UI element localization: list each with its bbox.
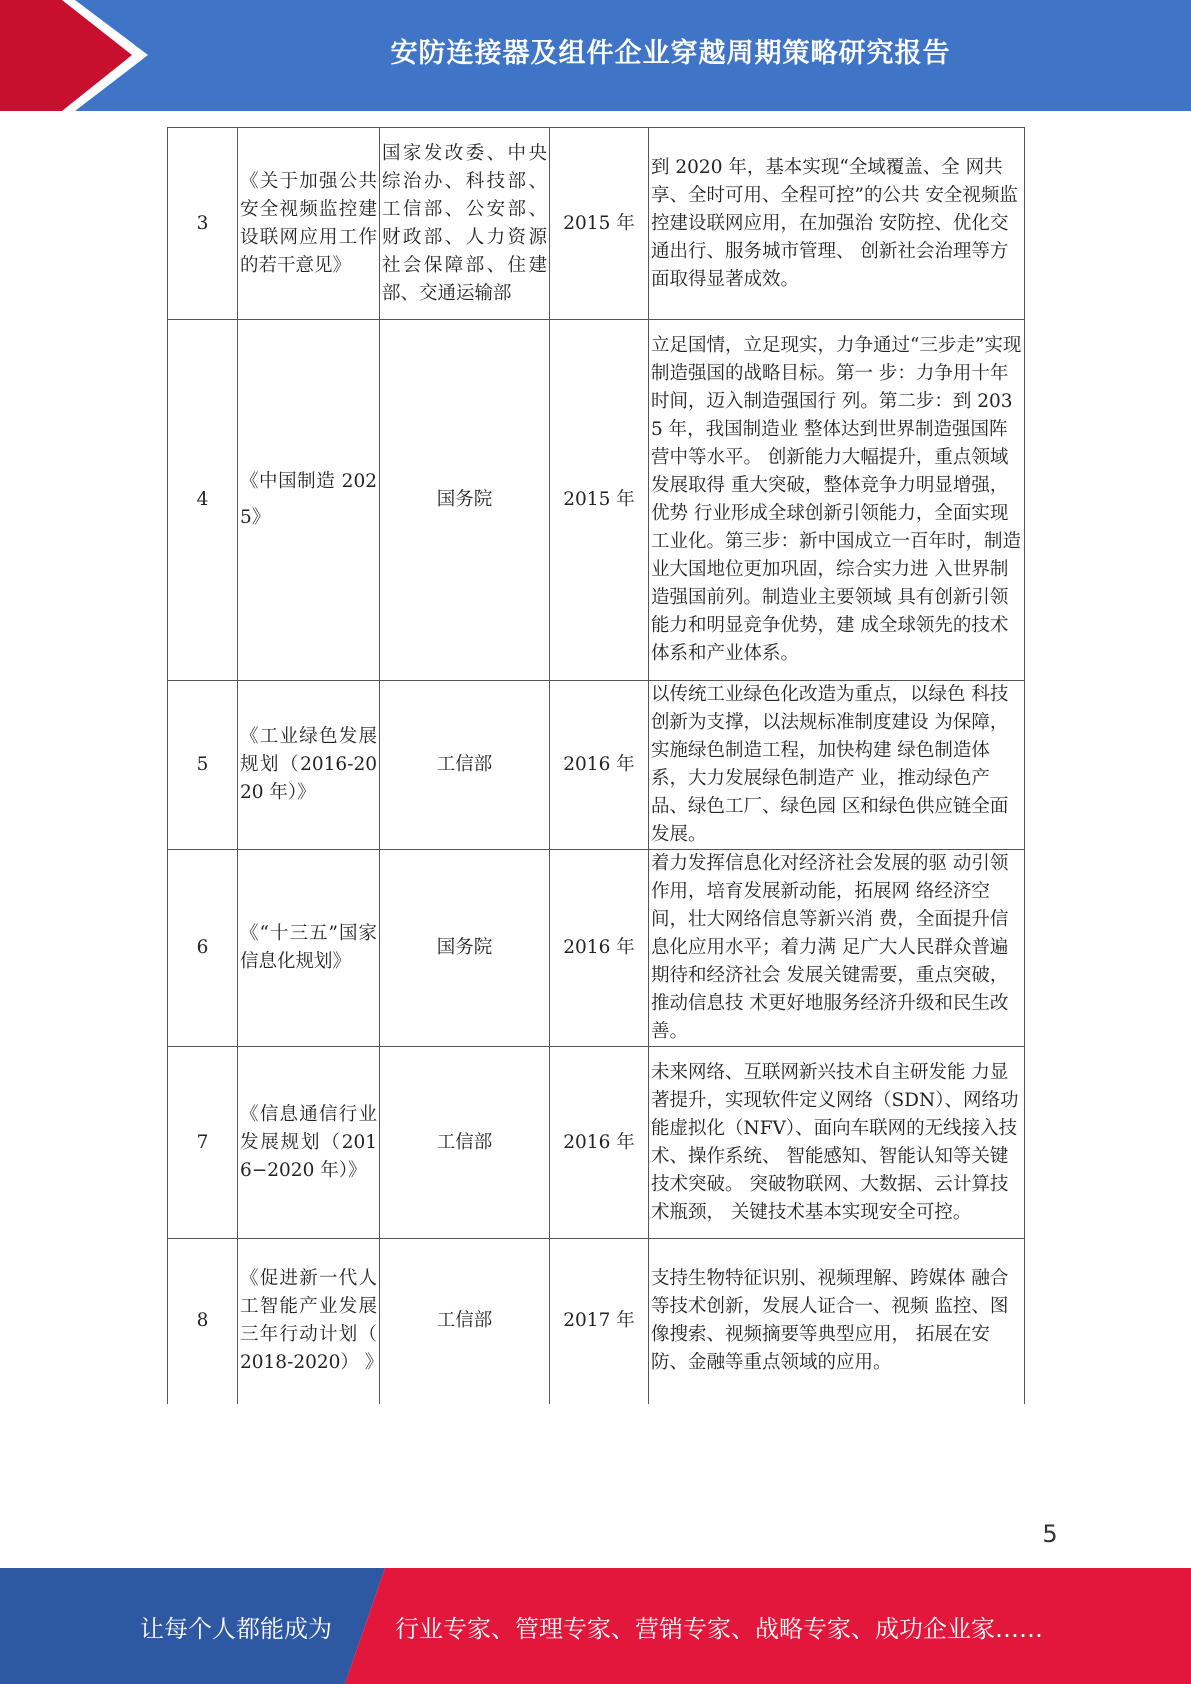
header-arrow-icon <box>0 0 160 111</box>
issue-year: 2016 年 <box>550 681 649 850</box>
table-row <box>168 1239 1025 1404</box>
row-number: 5 <box>168 681 238 850</box>
policy-goal: 支持生物特征识别、视频理解、跨媒体 融合等技术创新，发展人证合一、视频 监控、图像搜索、视频摘要等典型应用， 拓展在安防、金融等重点领域的应用。 <box>649 1239 1025 1404</box>
issuing-department: 工信部 <box>380 1239 550 1404</box>
issue-year: 2016 年 <box>550 850 649 1047</box>
table-row <box>168 681 1025 850</box>
footer-slogan-left: 让每个人都能成为 <box>140 1614 332 1643</box>
row-number: 7 <box>168 1047 238 1239</box>
issuing-department: 国务院 <box>380 850 550 1047</box>
footer-slogan-right: 行业专家、管理专家、营销专家、战略专家、成功企业家…… <box>395 1614 1043 1643</box>
page-header <box>0 0 1191 111</box>
issue-year: 2015 年 <box>550 128 649 320</box>
policy-goal: 未来网络、互联网新兴技术自主研发能 力显著提升，实现软件定义网络（SDN）、网络功能虚拟化（NFV）、面向车联网的无线接入技术、操作系统、 智能感知、智能认知等关键技术突破。 突破物联网、大数据、云计算技术瓶颈， 关键技术基本实现安全可控。 <box>649 1047 1025 1239</box>
policy-table <box>167 127 1025 1404</box>
policy-table-container <box>167 127 1024 1404</box>
policy-name: 《促进新一代人工智能产业发展三年行动计划（ 2018-2020） 》 <box>238 1239 380 1404</box>
page-number: 5 <box>1042 1520 1058 1548</box>
row-number: 6 <box>168 850 238 1047</box>
table-row <box>168 1047 1025 1239</box>
policy-goal: 立足国情，立足现实，力争通过“三步走”实现制造强国的战略目标。第一 步：力争用十年时间，迈入制造强国行 列。第二步：到 2035 年，我国制造业 整体达到世界制造强国阵营中等水平。 创新能力大幅提升，重点领域发展取得 重大突破，整体竞争力明显增强，优势 行业形成全球创新引领能力，全面实现 工业化。第三步：新中国成立一百年时，制造业大国地位更加巩固，综合实力进 入世界制造强国前列。制造业主要领域 具有创新引领能力和明显竞争优势，建 成全球领先的技术体系和产业体系。 <box>649 320 1025 681</box>
issuing-department: 工信部 <box>380 681 550 850</box>
page-footer <box>0 1568 1191 1684</box>
policy-name: 《关于加强公共安全视频监控建设联网应用工作的若干意见》 <box>238 128 380 320</box>
issuing-department: 国家发改委、中央综治办、科技部、工信部、公安部、财政部、人力资源社会保障部、住建部、交通运输部 <box>380 128 550 320</box>
policy-goal: 着力发挥信息化对经济社会发展的驱 动引领作用，培育发展新动能，拓展网 络经济空间，壮大网络信息等新兴消 费，全面提升信息化应用水平；着力满 足广大人民群众普遍期待和经济社会 发展关键需要，重点突破，推动信息技 术更好地服务经济升级和民生改善。 <box>649 850 1025 1047</box>
table-row <box>168 128 1025 320</box>
row-number: 8 <box>168 1239 238 1404</box>
issuing-department: 国务院 <box>380 320 550 681</box>
policy-goal: 以传统工业绿色化改造为重点，以绿色 科技创新为支撑，以法规标准制度建设 为保障，实施绿色制造工程，加快构建 绿色制造体系，大力发展绿色制造产 业，推动绿色产品、绿色工厂、绿色园 区和绿色供应链全面发展。 <box>649 681 1025 850</box>
issuing-department: 工信部 <box>380 1047 550 1239</box>
policy-name: 《信息通信行业发展规划（2016−2020 年）》 <box>238 1047 380 1239</box>
policy-name: 《“十三五”国家信息化规划》 <box>238 850 380 1047</box>
issue-year: 2017 年 <box>550 1239 649 1404</box>
table-row <box>168 850 1025 1047</box>
policy-name: 《工业绿色发展规划（2016-2020 年）》 <box>238 681 380 850</box>
policy-name: 《中国制造 2025》 <box>238 320 380 681</box>
policy-goal: 到 2020 年，基本实现“全域覆盖、全 网共享、全时可用、全程可控”的公共 安全视频监控建设联网应用，在加强治 安防控、优化交通出行、服务城市管理、 创新社会治理等方面取得显著成效。 <box>649 128 1025 320</box>
issue-year: 2015 年 <box>550 320 649 681</box>
row-number: 4 <box>168 320 238 681</box>
row-number: 3 <box>168 128 238 320</box>
issue-year: 2016 年 <box>550 1047 649 1239</box>
table-row <box>168 320 1025 681</box>
report-title: 安防连接器及组件企业穿越周期策略研究报告 <box>390 37 951 69</box>
